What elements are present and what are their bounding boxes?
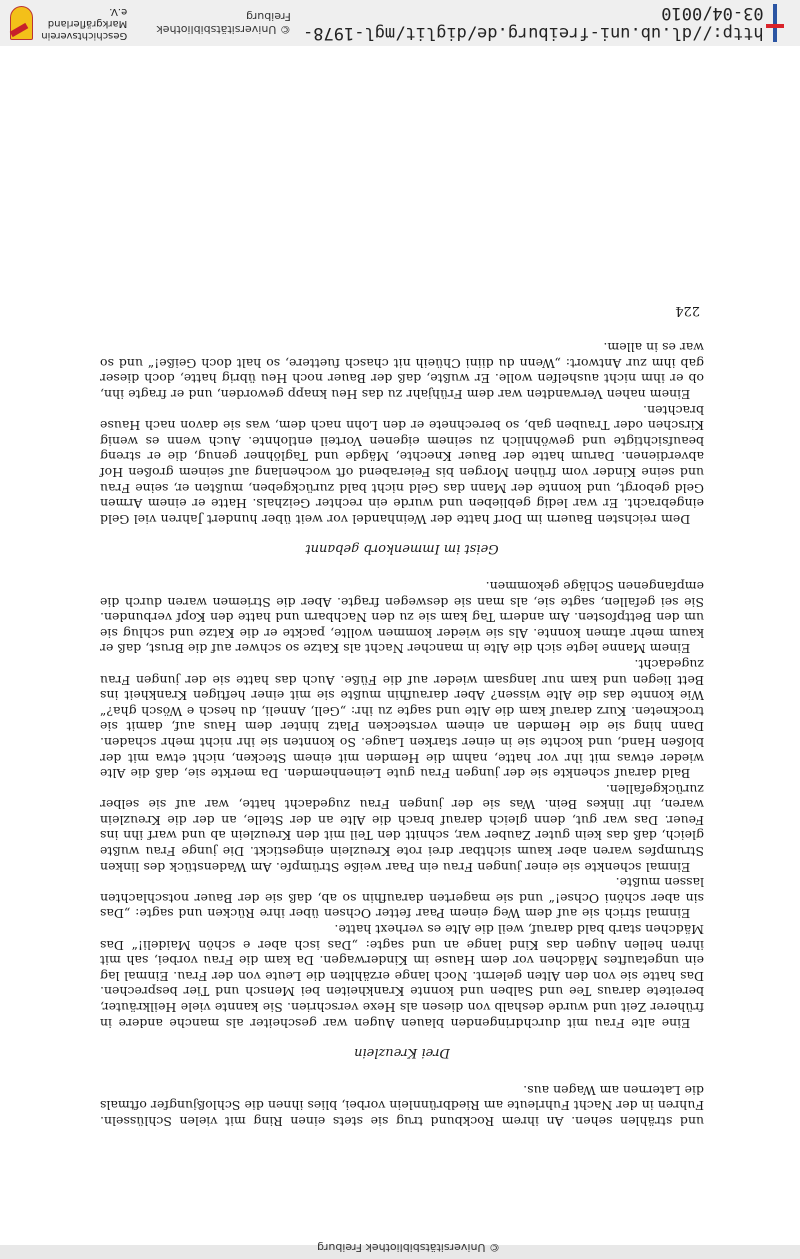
paragraph: Dem reichsten Bauern im Dorf hatte der Weinhandel vor weit über hundert Jahren viel Geld eingebracht. Er war ledig geblieben und wurde ein rechter Geizhals. Hatte er einem Armen Geld geborgt, und konnte der Mann das Geld nicht bald zurückgeben, mußten er, seine Frau und seine Kinder vom frühen Morgen bis Feierabend oft wochenlang auf seinem großen Hof abverdienen. Darum hatte der Bauer Knechte, Mägde und Taglöhner genug, die er streng beaufsichtigte und gewöhnlich zu seinem eigenen Vorteil entlohnte. Auch wenn es wenig Kirschen oder Trauben gab, so berechnete er den Lohn nach dem, was sie davon nach Hause brachten. <box>100 402 704 527</box>
paragraph: Eine alte Frau mit durchdringenden blauen Augen war gescheiter als manche andere in früherer Zeit und wurde deshalb von diesen als Hexe verschrien. Sie kannte viele Heilkräuter, bereitete daraus Tee und Salben und konnte Krankheiten bei Mensch und Tier besprechen. Das hatte sie von den Alten gelernt. Noch lange erzählten die Leute von der Frau. Einmal lag ein ungetauftes Mädchen vor dem Hause im Kinderwagen. Da kam die Frau vorbei, sah mit ihren hellen Augen das Kind lange an und sagte: „Das isch aber e schön Maideli!“ Das Mädchen starb bald darauf, weil die Alte es verhext hatte. <box>100 922 704 1031</box>
verein-label <box>41 5 127 41</box>
footer-right <box>10 5 291 41</box>
footer-left <box>291 3 780 43</box>
paragraph: Einem nahen Verwandten war dem Frühjahr zu das Heu knapp geworden, und er fragte ihn, ob er ihm nicht aushelfen wolle. Er wußte, daß der Bauer noch Heu übrig hatte, doch dieser gab ihm zur Antwort: „Wenn du diini Chüeih nit chasch fuettere, so halt doch Geiße!“ und so war es in allem. <box>100 340 704 403</box>
library-credit: © Universitätsbibliothek Freiburg <box>156 10 291 36</box>
document-body <box>100 302 704 1129</box>
source-url[interactable]: http://dl.ub.uni-freiburg.de/diglit/mgl-1978-03-04/0010 <box>303 3 764 43</box>
paragraph: Einmal strich sie auf dem Weg einem Paar fetter Ochsen über ihre Rücken und sagte: „Das sin aber schöni Ochse!“ und sie magerten daraufhin so ab, daß sie der Bauer notschlachten lassen mußte. <box>100 875 704 922</box>
opening-paragraph: und strählen sehen. An ihrem Rockbund trug sie stets einen Ring mit vielen Schlüsseln. Fuhren in der Nacht Fuhrleute am Riedbrünnlein vorbei, blies ihnen die Schloßjungfer oftmals die Laternen am Wagen aus. <box>100 1082 704 1129</box>
source-footer <box>0 0 800 46</box>
paragraph: Bald darauf schenkte sie der jungen Frau gute Leinenhemden. Da merkte sie, daß die Alte wieder etwas mit ihr vor hatte, nahm die Hemden mit einem Stecken, nicht etwa mit der bloßen Hand, und kochte sie in einer starken Lauge. So konnten sie ihr nicht mehr schaden. Dann hing sie die Hemden an einem verstecken Platz hinter dem Haus auf, damit sie trockneten. Kurz darauf kam die Alte und sagte zu ihr: „Gell, Anneli, du hesch e Wösch gha?“ Wie konnte das die Alte wissen? Aber daraufhin mußte sie mit einer heftigen Krankheit ins Bett liegen und kam nur langsam wieder auf die Füße. Auch das hatte sie der jungen Frau zugedacht. <box>100 656 704 782</box>
section-title-geist-im-immenkorb: Geist im Immenkorb gebannt <box>305 541 499 557</box>
verein-line-2: Markgräflerland e.V. <box>47 6 128 29</box>
footer-library-credit: © Universitätsbibliothek Freiburg <box>317 1241 500 1254</box>
section-title-drei-kreuzlein: Drei Kreuzlein <box>354 1045 450 1061</box>
paragraph: Einmal schenkte sie einer jungen Frau ein Paar weiße Strümpfe. Am Wadenstück des linken Strumpfes waren aber kaum sichtbar drei rote Kreuzlein eingestickt. Die junge Frau wußte gleich, daß das kein guter Zauber war, schnitt den Teil mit den Kreuzlein ab und warf ihn ins Feuer. Das war gut, denn gleich darauf brach die Alte an der Stelle, an der die Kreuzlein waren, ihr linkes Bein. Was sie der jungen Frau zugedacht hatte, war auf sie selber zurückgefallen. <box>100 781 704 875</box>
page-number: 224 <box>675 302 700 318</box>
viewer-top-strip <box>0 1241 800 1259</box>
markgraeflerland-crest-icon <box>10 6 33 40</box>
verein-line-1: Geschichtsverein <box>41 30 128 41</box>
paragraph: Einem Manne legte sich die Alte in mancher Nacht als Katze so schwer auf die Brust, daß er kaum mehr atmen konnte. Als sie wieder kommen wollte, packte er die Katze und schlug sie um den Bettpfosten. Am andern Tag kam sie zu den Nachbarn und hatte den Kopf verbunden. Sie sei gefallen, sagte sie, als man sie deswegen fragte. Aber die Striemen waren durch die empfangenen Schläge gekommen. <box>100 579 704 657</box>
university-library-logo-icon <box>772 4 780 42</box>
